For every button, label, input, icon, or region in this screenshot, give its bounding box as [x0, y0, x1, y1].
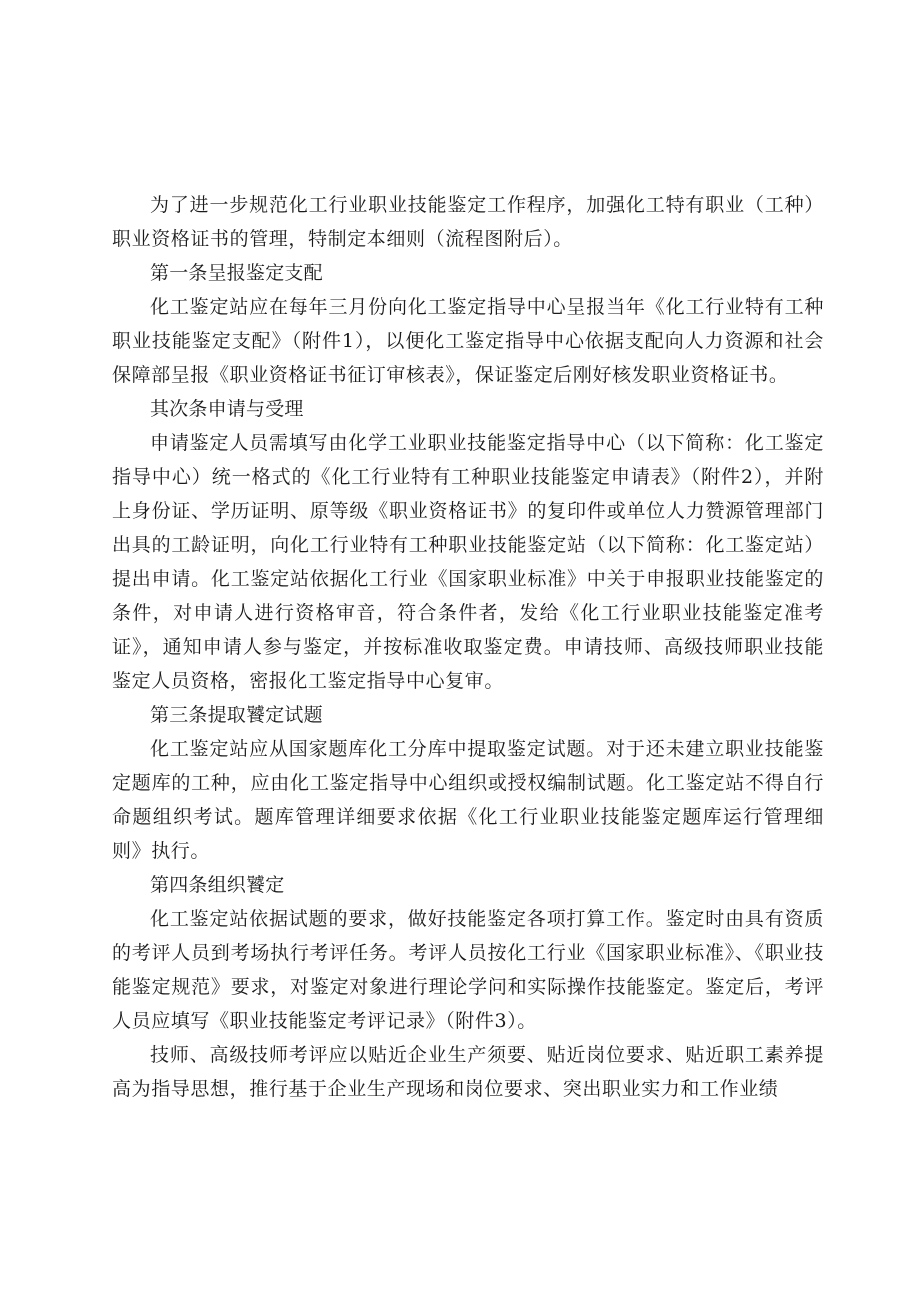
- section-2-paragraph-1: 申请鉴定人员需填写由化学工业职业技能鉴定指导中心（以下简称：化工鉴定指导中心）统一格式的《化工行业特有工种职业技能鉴定申请表》（附件2），并附上身份证、学历证明、原等级《职业资格证书》的复印件或单位人力赞源管理部门出具的工龄证明，向化工行业特有工种职业技能鉴定站（以下简称：化工鉴定站）提出申请。化工鉴定站依据化工行业《国家职业标准》中关于申报职业技能鉴定的条件，对申请人进行资格审音，符合条件者，发给《化工行业职业技能鉴定准考证》，通知申请人参与鉴定，并按标准收取鉴定费。申请技师、高级技师职业技能鉴定人员资格，密报化工鉴定指导中心复审。: [112, 432, 824, 692]
- section-3-paragraph-1: 化工鉴定站应从国家题库化工分库中提取鉴定试题。对于还未建立职业技能鉴定题库的工种，应由化工鉴定指导中心组织或授权编制试题。化工鉴定站不得自行命题组织考试。题库管理详细要求依据《化工行业职业技能鉴定题库运行管理细则》执行。: [112, 738, 824, 862]
- section-1-heading: 第一条呈报鉴定支配: [150, 262, 323, 284]
- section-2-heading: 其次条申请与受理: [150, 398, 304, 420]
- section-4-paragraph-2: 技师、高级技师考评应以贴近企业生产须要、贴近岗位要求、贴近职工素养提高为指导思想，推行基于企业生产现场和岗位要求、突出职业实力和工作业绩: [112, 1044, 824, 1100]
- section-1-paragraph-1: 化工鉴定站应在每年三月份向化工鉴定指导中心呈报当年《化工行业特有工种职业技能鉴定支配》（附件1），以便化工鉴定指导中心依据支配向人力资源和社会保障部呈报《职业资格证书征订审核表》，保证鉴定后刚好核发职业资格证书。: [112, 296, 824, 386]
- intro-paragraph: 为了进一步规范化工行业职业技能鉴定工作程序，加强化工特有职业（工种）职业资格证书的管理，特制定本细则（流程图附后）。: [112, 194, 824, 250]
- section-4-paragraph-1: 化工鉴定站依据试题的要求，做好技能鉴定各项打算工作。鉴定时由具有资质的考评人员到考场执行考评任务。考评人员按化工行业《国家职业标准》、《职业技能鉴定规范》要求，对鉴定对象进行理论学问和实际操作技能鉴定。鉴定后，考评人员应填写《职业技能鉴定考评记录》（附件3）。: [112, 908, 824, 1032]
- section-4-heading: 第四条组织饕定: [150, 874, 285, 896]
- section-3-heading: 第三条提取饕定试题: [150, 704, 323, 726]
- document-body: [112, 188, 824, 1106]
